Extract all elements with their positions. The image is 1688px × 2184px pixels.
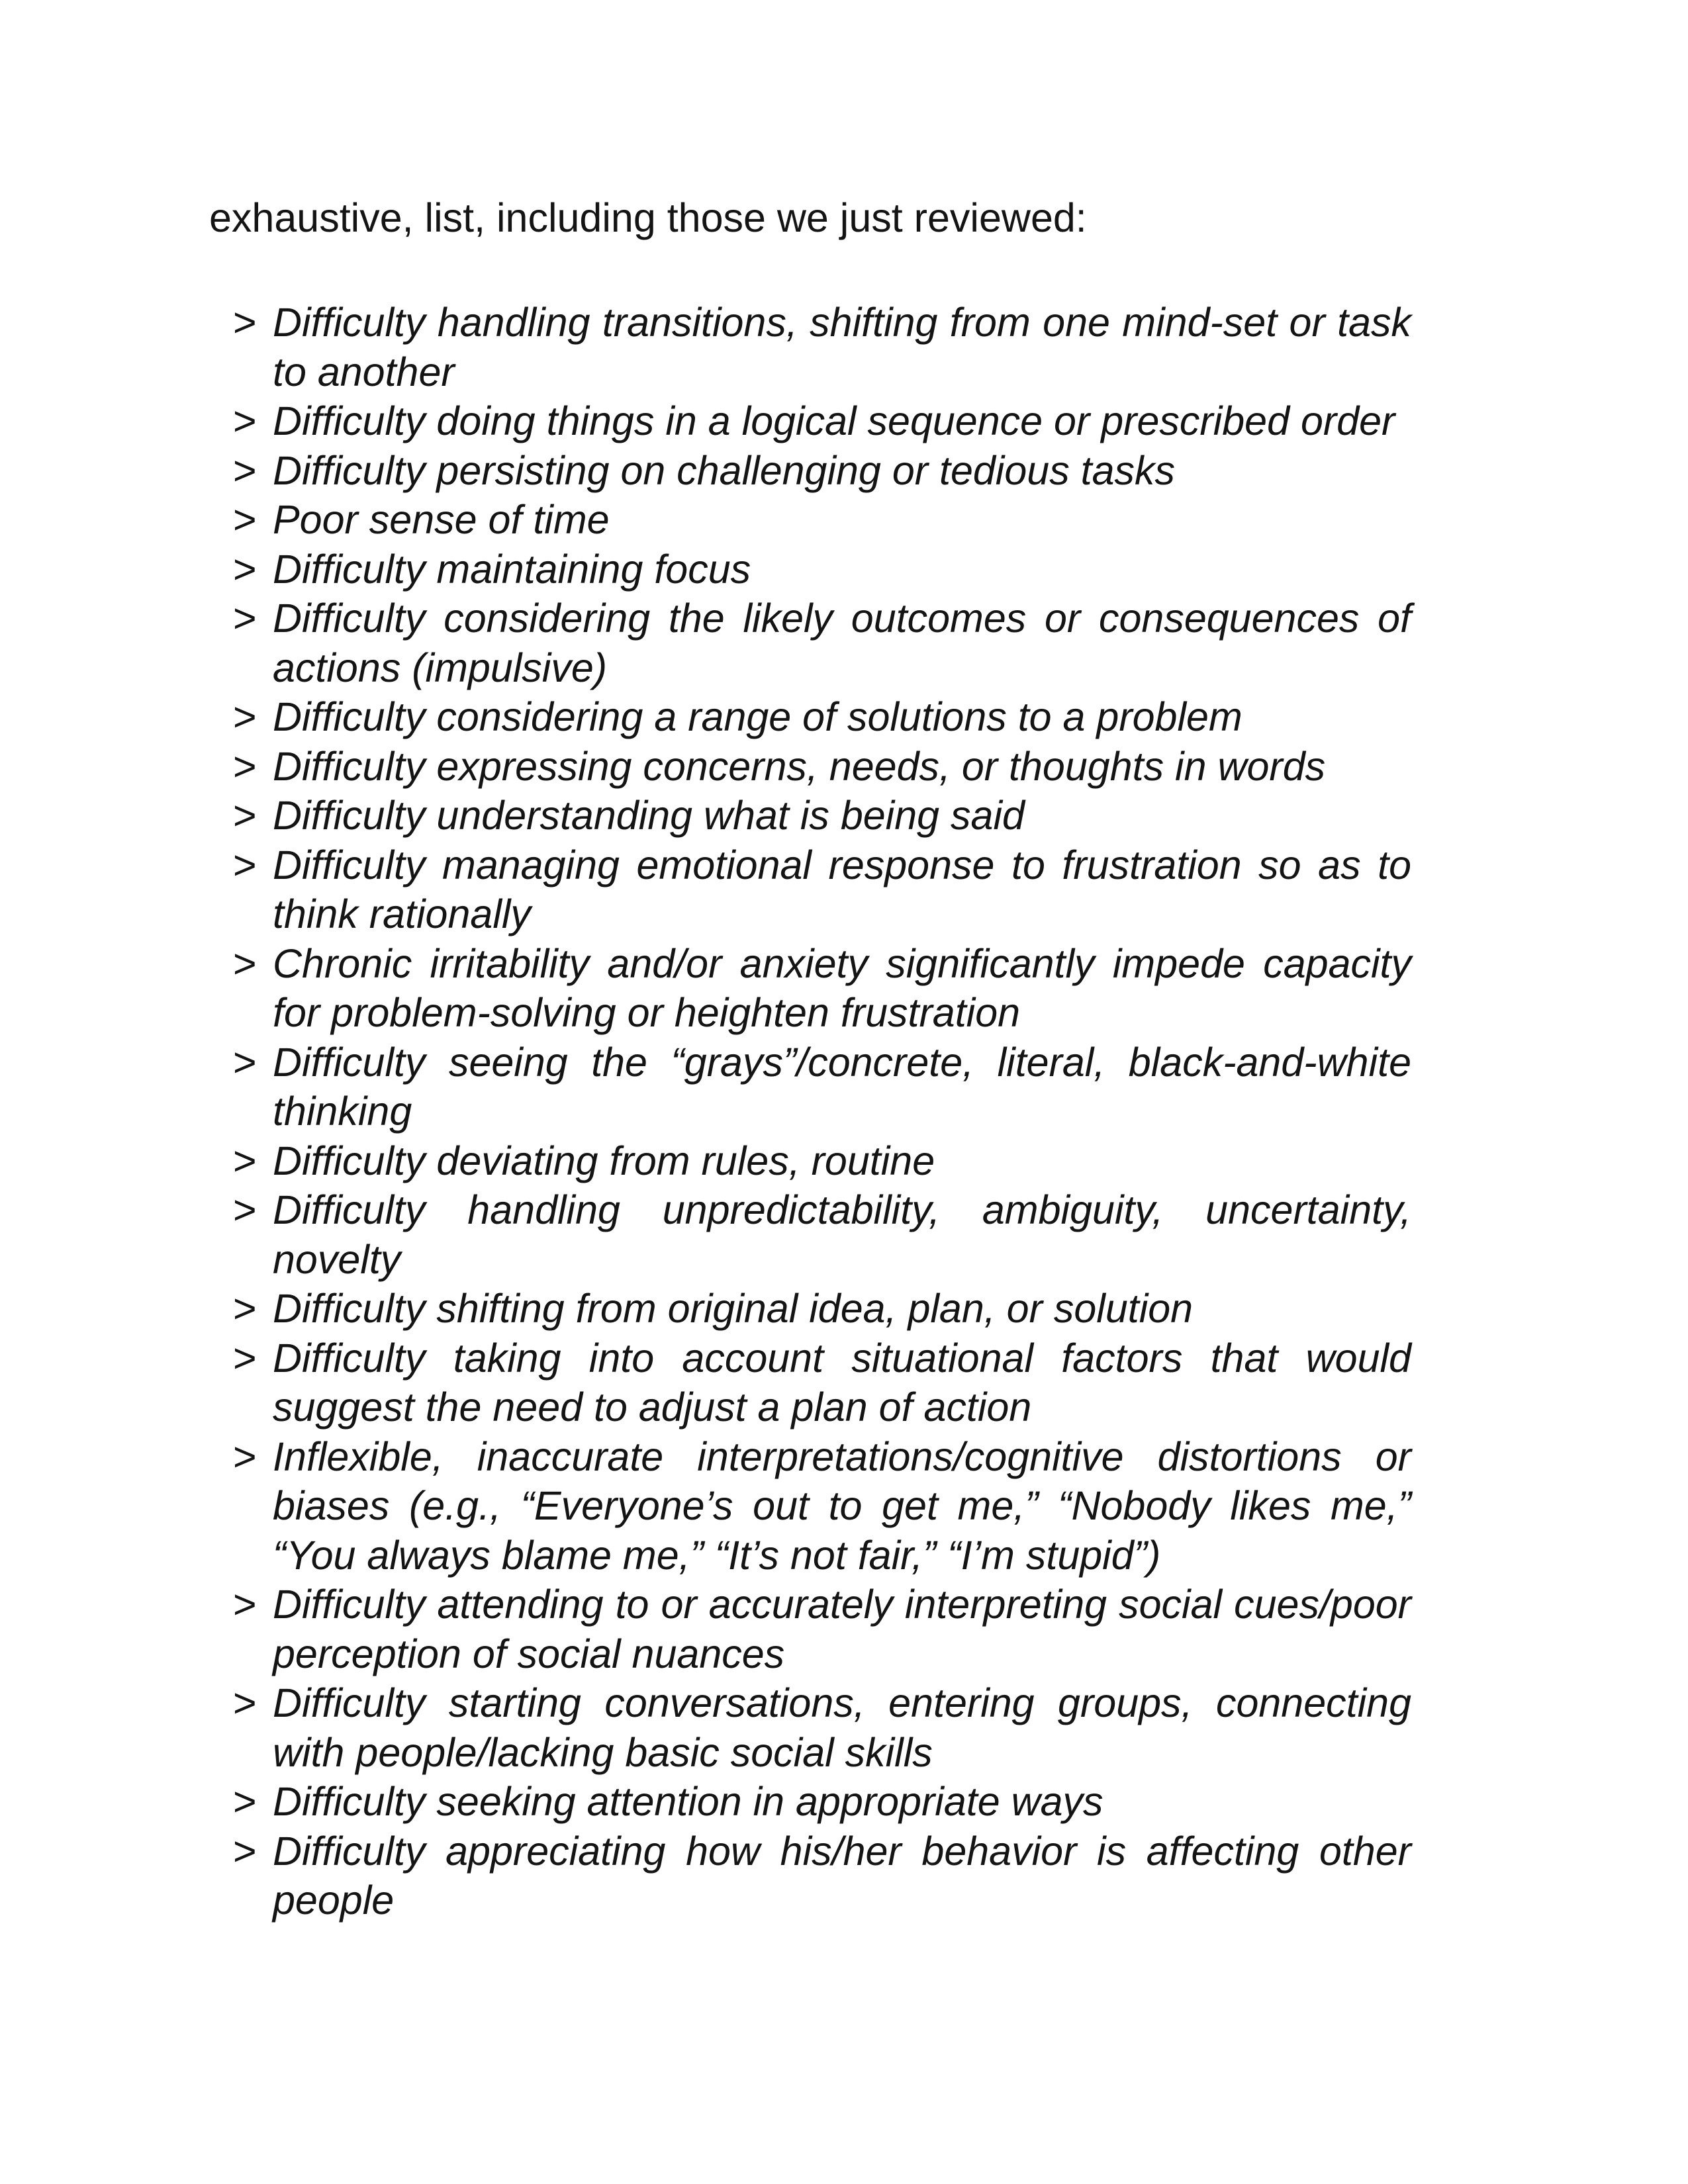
list-item-text: Difficulty persisting on challenging or tedious tasks — [273, 447, 1176, 493]
list-item — [233, 446, 1411, 496]
list-item-text: Difficulty shifting from original idea, plan, or solution — [273, 1286, 1194, 1331]
list-item — [233, 1038, 1411, 1136]
list-marker: > — [233, 497, 257, 542]
list-item — [233, 1185, 1411, 1284]
list-item — [233, 1827, 1411, 1925]
list-item — [233, 692, 1411, 742]
list-item — [233, 1334, 1411, 1432]
skills-list — [233, 298, 1411, 1925]
list-item — [233, 495, 1411, 545]
list-marker: > — [233, 694, 257, 739]
list-item-text: Difficulty deviating from rules, routine — [273, 1138, 935, 1183]
list-item — [233, 939, 1411, 1038]
list-item — [233, 298, 1411, 396]
list-item-text: Inflexible, inaccurate interpretations/cognitive distortions or biases (e.g., “Everyone’s out to get me,” “Nobody likes me,” “You always blame me,” “It’s not fair,” “I’m stupid”) — [273, 1433, 1411, 1578]
list-marker: > — [233, 447, 257, 493]
intro-text: exhaustive, list, including those we just reviewed: — [209, 195, 1087, 240]
list-item — [233, 1136, 1411, 1186]
list-item-text: Difficulty understanding what is being said — [273, 793, 1025, 838]
list-item-text: Difficulty managing emotional response to frustration so as to think rationally — [273, 842, 1411, 936]
list-marker: > — [233, 1039, 257, 1085]
list-item — [233, 1432, 1411, 1580]
list-marker: > — [233, 1779, 257, 1824]
list-item — [233, 1284, 1411, 1334]
list-item — [233, 1678, 1411, 1777]
list-item — [233, 1777, 1411, 1827]
list-marker: > — [233, 842, 257, 887]
list-item — [233, 742, 1411, 792]
list-item-text: Difficulty considering the likely outcomes or consequences of actions (impulsive) — [273, 596, 1411, 690]
list-item — [233, 791, 1411, 841]
list-item-text: Difficulty seeking attention in appropriate ways — [273, 1779, 1103, 1824]
list-item — [233, 396, 1411, 446]
list-marker: > — [233, 793, 257, 838]
list-marker: > — [233, 1433, 257, 1479]
list-marker: > — [233, 546, 257, 592]
list-marker: > — [233, 1187, 257, 1232]
list-item-text: Chronic irritability and/or anxiety significantly impede capacity for problem-solving or heighten frustration — [273, 940, 1411, 1035]
list-marker: > — [233, 1582, 257, 1627]
list-marker: > — [233, 1286, 257, 1331]
list-marker: > — [233, 1335, 257, 1381]
list-item-text: Difficulty handling unpredictability, ambiguity, uncertainty, novelty — [273, 1187, 1411, 1282]
list-item-text: Difficulty appreciating how his/her behavior is affecting other people — [273, 1828, 1411, 1923]
list-marker: > — [233, 1680, 257, 1725]
list-marker: > — [233, 300, 257, 345]
list-item — [233, 594, 1411, 692]
list-item — [233, 841, 1411, 939]
list-item-text: Difficulty starting conversations, entering groups, connecting with people/lacking basic social skills — [273, 1680, 1411, 1775]
list-marker: > — [233, 1138, 257, 1183]
list-item-text: Difficulty attending to or accurately interpreting social cues/poor perception of social nuances — [273, 1582, 1411, 1676]
list-item-text: Poor sense of time — [273, 497, 610, 542]
list-marker: > — [233, 940, 257, 986]
list-item-text: Difficulty seeing the “grays”/concrete, literal, black-and-white thinking — [273, 1039, 1411, 1134]
list-item-text: Difficulty doing things in a logical sequence or prescribed order — [273, 398, 1395, 443]
list-marker: > — [233, 398, 257, 443]
list-marker: > — [233, 743, 257, 789]
list-marker: > — [233, 1828, 257, 1874]
list-item-text: Difficulty considering a range of solutions to a problem — [273, 694, 1243, 739]
list-item-text: Difficulty taking into account situational factors that would suggest the need to adjust a plan of action — [273, 1335, 1411, 1430]
list-item — [233, 545, 1411, 594]
list-item-text: Difficulty expressing concerns, needs, or thoughts in words — [273, 743, 1326, 789]
list-item-text: Difficulty handling transitions, shifting from one mind-set or task to another — [273, 300, 1411, 394]
list-marker: > — [233, 596, 257, 641]
list-item-text: Difficulty maintaining focus — [273, 546, 751, 592]
list-item — [233, 1580, 1411, 1678]
